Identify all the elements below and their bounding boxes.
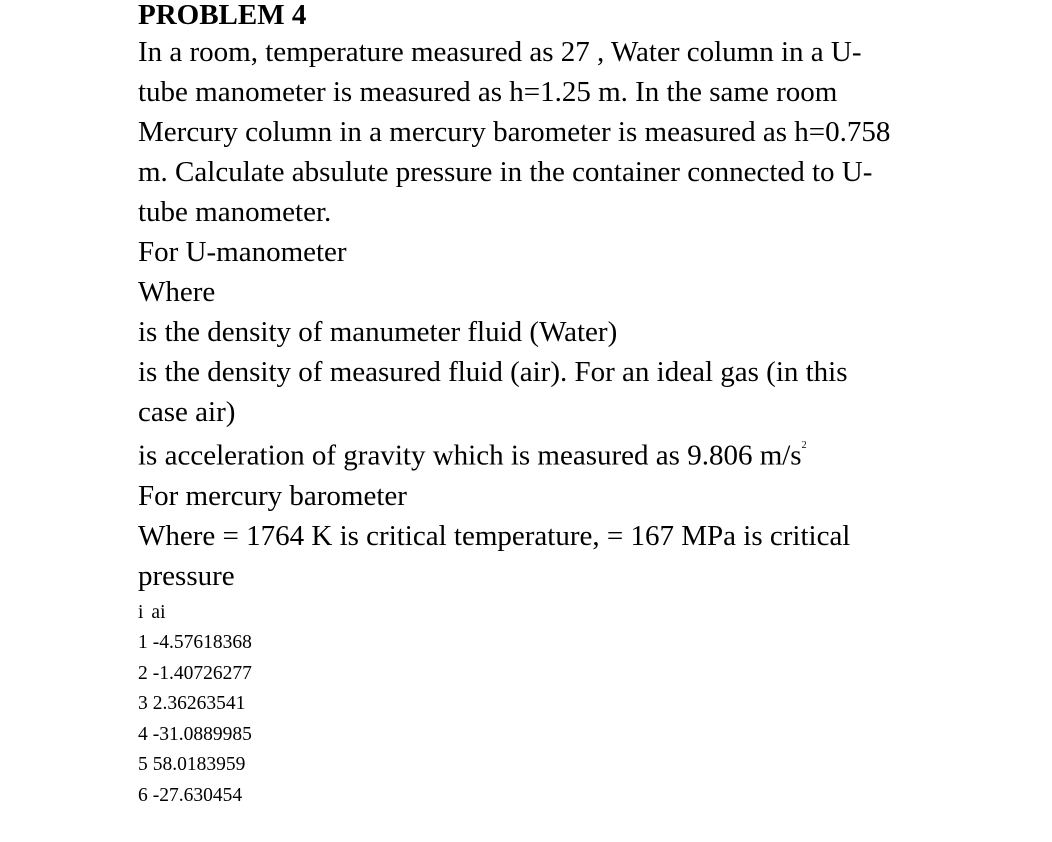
- statement-line: m. Calculate absulute pressure in the container connected to U-: [138, 156, 873, 188]
- cell-ai: 2.36263541: [152, 693, 246, 715]
- cell-i: 1: [138, 632, 148, 654]
- table-row: [138, 659, 1038, 690]
- cell-i: 3: [138, 693, 148, 715]
- cell-i: 2: [138, 662, 148, 684]
- cell-ai: -31.0889985: [152, 723, 252, 745]
- density-manometer-text: is the density of manumeter fluid (Water): [138, 316, 618, 348]
- table-row: [138, 689, 1038, 720]
- cell-i: 6: [138, 784, 148, 806]
- u-manometer-heading: For U-manometer: [138, 236, 347, 268]
- table-row: [138, 750, 1038, 781]
- coefficient-table: [138, 598, 1038, 812]
- cell-ai: -1.40726277: [152, 662, 252, 684]
- header-i: i: [138, 601, 144, 623]
- table-row: [138, 720, 1038, 751]
- statement-line: Mercury column in a mercury barometer is measured as h=0.758: [138, 116, 891, 148]
- cell-ai: 58.0183959: [152, 754, 246, 776]
- density-measured-text-line1: is the density of measured fluid (air). For an ideal gas (in this: [138, 356, 848, 388]
- problem-statement: [138, 32, 1038, 232]
- cell-i: 5: [138, 754, 148, 776]
- cell-ai: -27.630454: [152, 784, 243, 806]
- cell-ai: -4.57618368: [152, 632, 252, 654]
- barometer-heading: For mercury barometer: [138, 479, 407, 512]
- gravity-exponent: 2: [801, 440, 807, 451]
- problem-title: PROBLEM 4: [138, 0, 307, 31]
- table-row: [138, 781, 1038, 812]
- where-label: Where: [138, 276, 216, 308]
- statement-line: tube manometer.: [138, 196, 332, 228]
- density-measured-text-line2: case air): [138, 396, 236, 428]
- gravity-text: [138, 432, 1038, 476]
- critical-text-line1: Where = 1764 K is critical temperature, = 167 MPa is critical: [138, 519, 851, 552]
- cell-i: 4: [138, 723, 148, 745]
- table-row: [138, 628, 1038, 659]
- gravity-text-body: is acceleration of gravity which is measured as 9.806 m/s: [138, 439, 802, 472]
- header-ai: ai: [151, 601, 166, 623]
- statement-line: In a room, temperature measured as 27 , Water column in a U-: [138, 36, 862, 68]
- document-page: [138, 0, 1038, 811]
- statement-line: tube manometer is measured as h=1.25 m. In the same room: [138, 76, 838, 108]
- table-header-row: [138, 598, 1038, 629]
- critical-text-line2: pressure: [138, 559, 235, 592]
